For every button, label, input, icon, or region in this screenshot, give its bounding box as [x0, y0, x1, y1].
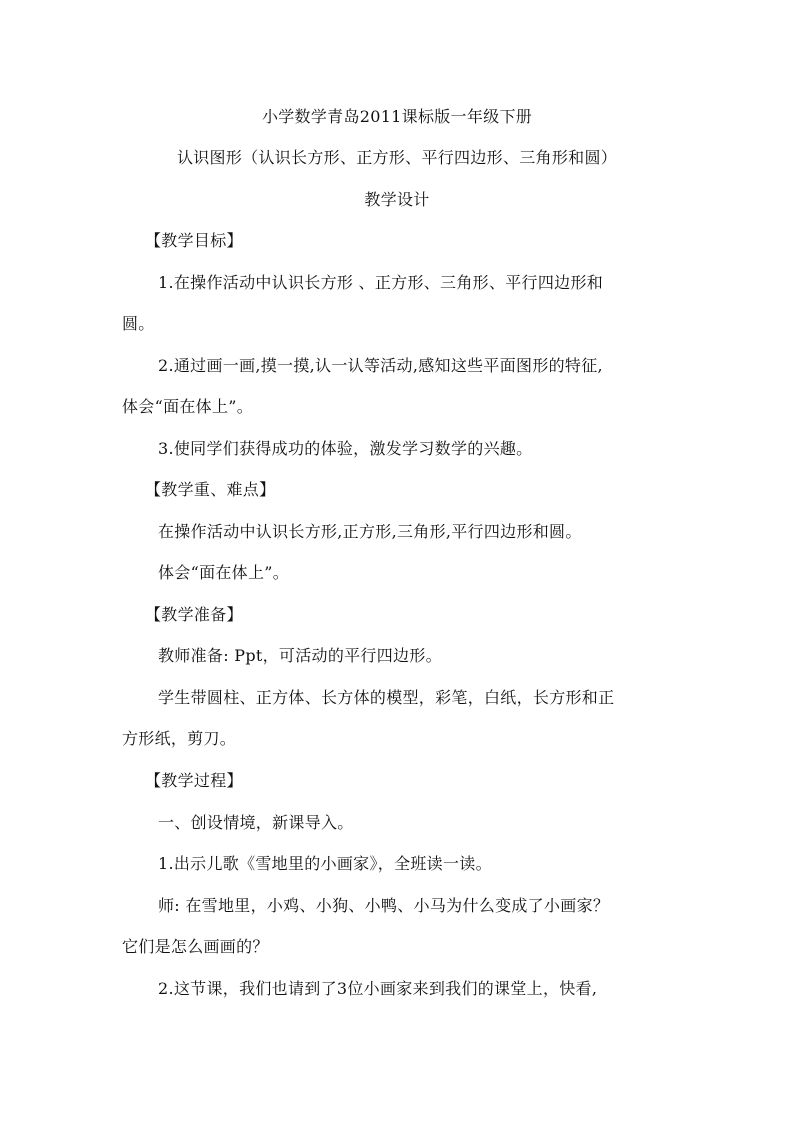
- preparation-student-line1: 学生带圆柱、正方体、长方体的模型，彩笔，白纸，长方形和正: [158, 688, 615, 707]
- document-title-line3: 教学设计: [364, 190, 430, 209]
- document-title-line2: 认识图形（认识长方形、正方形、平行四边形、三角形和圆）: [176, 148, 618, 167]
- key-point-2: 体会“面在体上”。: [158, 563, 290, 582]
- objective-2-line1: 2.通过画一画,摸一摸,认一认等活动,感知这些平面图形的特征,: [158, 356, 603, 375]
- objective-1-line1: 1.在操作活动中认识长方形 、正方形、三角形、平行四边形和: [158, 273, 604, 292]
- document-title-line1: 小学数学青岛2011课标版一年级下册: [261, 107, 533, 126]
- process-teacher-line2: 它们是怎么画画的？: [122, 937, 269, 956]
- section-objectives-heading: 【教学目标】: [145, 231, 243, 250]
- preparation-student-line2: 方形纸，剪刀。: [122, 729, 237, 748]
- section-preparation-heading: 【教学准备】: [145, 605, 243, 624]
- section-key-points-heading: 【教学重、难点】: [145, 480, 276, 499]
- objective-2-line2: 体会“面在体上”。: [122, 397, 254, 416]
- process-step-1: 一、创设情境，新课导入。: [158, 813, 354, 832]
- objective-3: 3.使同学们获得成功的体验，激发学习数学的兴趣。: [158, 439, 533, 458]
- objective-1-line2: 圆。: [122, 314, 155, 333]
- key-point-1: 在操作活动中认识长方形,正方形,三角形,平行四边形和圆。: [158, 522, 582, 541]
- process-teacher-line1: 师: 在雪地里，小鸡、小狗、小鸭、小马为什么变成了小画家？: [158, 896, 610, 915]
- section-process-heading: 【教学过程】: [145, 771, 243, 790]
- process-item-2: 2.这节课，我们也请到了3位小画家来到我们的课堂上，快看,: [158, 979, 598, 998]
- preparation-teacher: 教师准备: Ppt，可活动的平行四边形。: [158, 646, 442, 665]
- process-item-1: 1.出示儿歌《雪地里的小画家》，全班读一读。: [158, 854, 492, 873]
